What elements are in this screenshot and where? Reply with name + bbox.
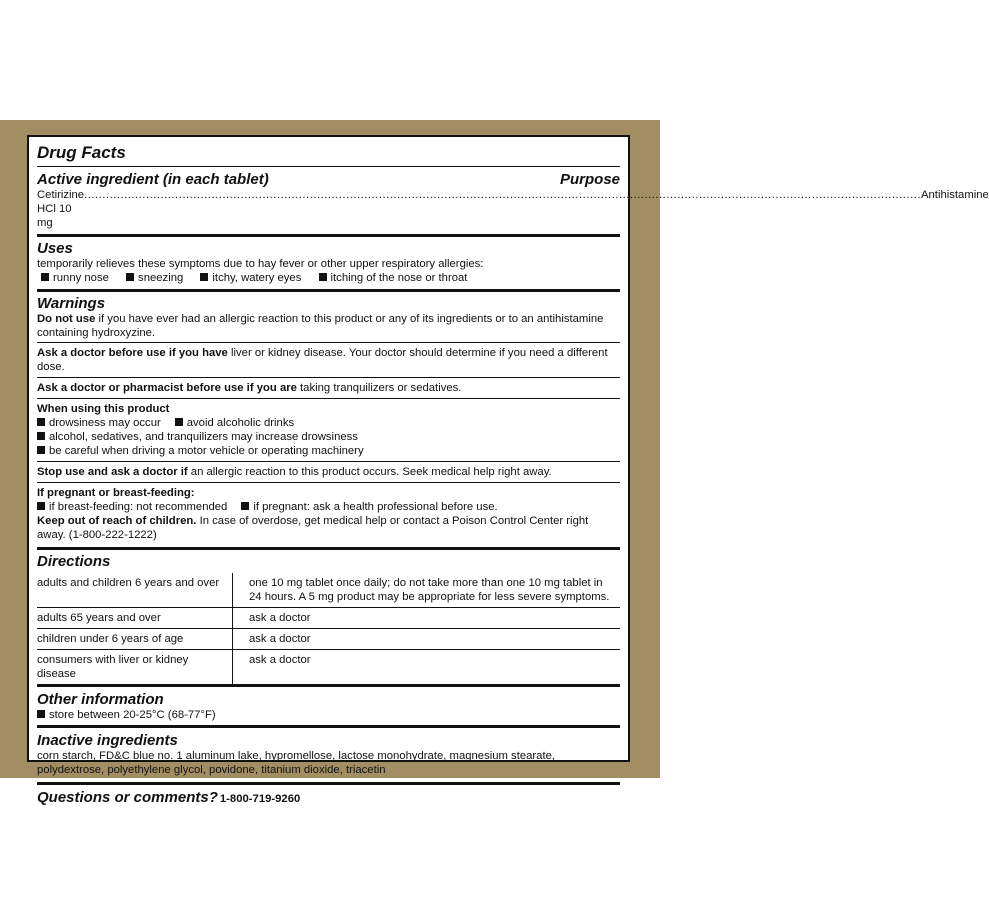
uses-intro: temporarily relieves these symptoms due to hay fever or other upper respiratory allergies:: [37, 258, 484, 270]
active-ingredient-heading: Active ingredient (in each tablet): [37, 171, 269, 188]
inactive-section: [37, 725, 620, 782]
bullet-icon: [241, 502, 249, 510]
stop-use: Stop use and ask a doctor if an allergic reaction to this product occurs. Seek medical help right away.: [37, 461, 620, 482]
uses-section: [37, 234, 620, 288]
table-cell: consumers with liver or kidney disease: [37, 650, 233, 685]
purpose-value: Antihistamine: [920, 189, 989, 201]
bullet-icon: [37, 710, 45, 718]
warnings-heading: Warnings: [37, 295, 106, 312]
inactive-text: corn starch, FD&C blue no. 1 aluminum lake, hypromellose, lactose monohydrate, magnesium stearate, polydextrose, polyethylene glycol, povidone, titanium dioxide, triacetin: [37, 750, 556, 776]
bullet-icon: [37, 502, 45, 510]
bullet-icon: [37, 446, 45, 454]
table-cell: ask a doctor: [233, 629, 621, 650]
keep-out-of-reach: Keep out of reach of children. In case of overdose, get medical help or contact a Poison Control Center right away. (1-800-222-1222): [37, 515, 589, 541]
bullet-icon: [37, 418, 45, 426]
table-cell: children under 6 years of age: [37, 629, 233, 650]
purpose-heading: Purpose: [559, 171, 620, 188]
warnings-section: [37, 289, 620, 545]
active-ingredient-name: Cetirizine HCl 10 mg: [37, 189, 85, 229]
ask-doctor: Ask a doctor before use if you have liver or kidney disease. Your doctor should determine if you need a different dose.: [37, 342, 620, 377]
directions-table: [37, 573, 620, 684]
bullet-icon: [41, 273, 49, 281]
ask-pharmacist: Ask a doctor or pharmacist before use if you are taking tranquilizers or sedatives.: [37, 377, 620, 398]
questions-heading: Questions or comments?: [37, 789, 218, 806]
directions-heading: Directions: [37, 553, 111, 570]
drug-facts-panel: [27, 135, 989, 806]
other-info-heading: Other information: [37, 691, 164, 708]
questions-section: [37, 782, 620, 806]
list-item: store between 20-25°C (68-77°F): [37, 708, 620, 722]
list-item: runny nose: [41, 272, 109, 284]
table-cell: ask a doctor: [233, 608, 621, 629]
when-using: When using this product drowsiness may occur avoid alcoholic drinks alcohol, sedatives, and tranquilizers may increase drowsiness be careful when driving a motor vehicle or operating machinery: [37, 398, 620, 461]
panel-title: Drug Facts: [37, 137, 620, 167]
list-item: sneezing: [126, 272, 183, 284]
list-item: be careful when driving a motor vehicle or operating machinery: [37, 444, 620, 458]
uses-list: [37, 271, 620, 285]
leader-dots: ......................................................................................................................................................................................................................................: [84, 189, 921, 201]
list-item: itchy, watery eyes: [200, 272, 301, 284]
uses-heading: Uses: [37, 240, 73, 257]
table-cell: ask a doctor: [233, 650, 621, 685]
table-cell: one 10 mg tablet once daily; do not take more than one 10 mg tablet in 24 hours. A 5 mg product may be appropriate for less severe symptoms.: [249, 577, 610, 603]
list-item: drowsiness may occur avoid alcoholic drinks: [37, 416, 620, 430]
inactive-heading: Inactive ingredients: [37, 732, 178, 749]
bullet-icon: [37, 432, 45, 440]
table-row: [37, 573, 620, 608]
directions-section: [37, 547, 620, 684]
bullet-icon: [319, 273, 327, 281]
table-row: [37, 608, 620, 629]
table-row: [37, 650, 620, 685]
bullet-icon: [200, 273, 208, 281]
bullet-icon: [175, 418, 183, 426]
active-ingredient-section: [37, 167, 989, 230]
bullet-icon: [126, 273, 134, 281]
phone-number: 1-800-719-9260: [219, 793, 301, 805]
list-item: itching of the nose or throat: [319, 272, 468, 284]
do-not-use: Do not use if you have ever had an allergic reaction to this product or any of its ingredients or to an antihistamine containing hydroxyzine.: [37, 313, 604, 339]
pregnant-section: If pregnant or breast-feeding: if breast-feeding: not recommended if pregnant: ask a health professional before use. Keep out of reach of children. In case of overdose, get medical help or contact a Poison Control Center right away. (1-800-222-1222): [37, 482, 620, 545]
active-ingredient-row: [37, 188, 989, 230]
table-cell: adults 65 years and over: [37, 608, 233, 629]
other-info-section: [37, 684, 620, 725]
list-item: if breast-feeding: not recommended if pregnant: ask a health professional before use.: [37, 500, 620, 514]
list-item: alcohol, sedatives, and tranquilizers may increase drowsiness: [37, 430, 620, 444]
table-row: [37, 629, 620, 650]
table-cell: adults and children 6 years and over: [37, 573, 233, 608]
